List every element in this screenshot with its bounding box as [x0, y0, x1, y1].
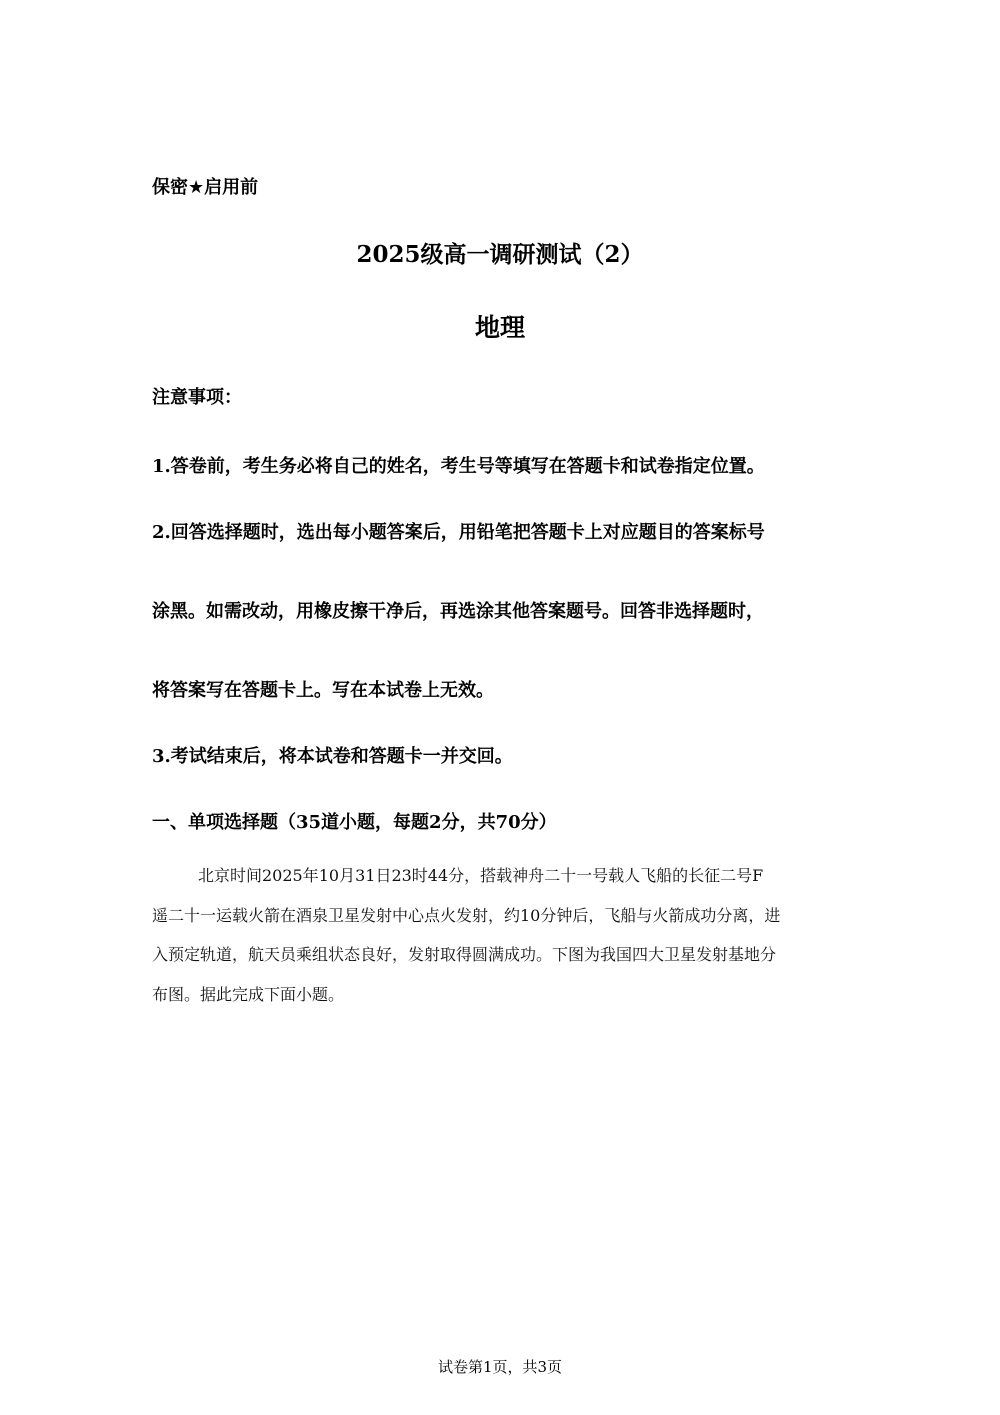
- passage-line-2: 遥二十一运载火箭在酒泉卫星发射中心点火发射，约10分钟后，飞船与火箭成功分离，进: [152, 906, 781, 925]
- notice-item-2-line-2: 涂黑。如需改动，用橡皮擦干净后，再选涂其他答案题号。回答非选择题时，: [152, 601, 764, 622]
- notice-item-2-line-1: 2.回答选择题时，选出每小题答案后，用铅笔把答题卡上对应题目的答案标号: [152, 522, 765, 543]
- passage-line-1: 北京时间2025年10月31日23时44分，搭载神舟二十一号载人飞船的长征二号F: [198, 866, 764, 885]
- notice-item-1: 1.答卷前，考生务必将自己的姓名，考生号等填写在答题卡和试卷指定位置。: [152, 456, 765, 477]
- notice-heading: 注意事项：: [152, 387, 242, 408]
- section-heading: 一、单项选择题（35道小题，每题2分，共70分）: [152, 812, 557, 833]
- passage-line-4: 布图。据此完成下面小题。: [152, 985, 345, 1004]
- confidential-label: 保密★启用前: [152, 177, 259, 198]
- subject-title: 地理: [474, 313, 525, 342]
- passage-line-3: 入预定轨道，航天员乘组状态良好，发射取得圆满成功。下图为我国四大卫星发射基地分: [152, 945, 777, 964]
- notice-item-2-line-3: 将答案写在答题卡上。写在本试卷上无效。: [152, 680, 494, 701]
- notice-item-3: 3.考试结束后，将本试卷和答题卡一并交回。: [152, 746, 513, 767]
- exam-title: 2025级高一调研测试（2）: [356, 241, 644, 268]
- page-footer: 试卷第1页，共3页: [437, 1358, 563, 1376]
